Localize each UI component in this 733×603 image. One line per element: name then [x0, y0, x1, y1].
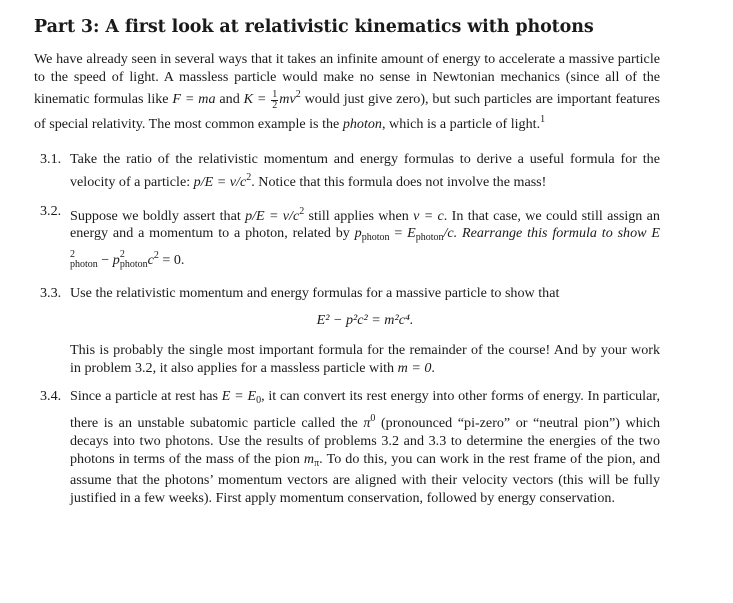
intro-text: We have already seen in several ways that it takes an infinite amount of energy to accelerate a massive particle to the speed of light. A massless particle would make no sense in Newtonian mechanics (since all of the kinematic formulas like [34, 51, 660, 108]
intro-text: , which is a particle of light. [381, 116, 541, 133]
document-page [34, 0, 660, 519]
problem-3-4: 3.4. Since a particle at rest has $E = E_0$, it can convert its rest energy into other forms of energy. In particular, there is an unstable subatomic particle called the $\pi^0$ (pronounced “pi-zero” or “neutral pion”) which decays into two photons. Use the results of problems 3.2 and 3.3 to determine the energies of the two photons in terms of the mass of the pion $m_\pi$. To do this, you can work in the rest frame of the pion, and assume that the photons’ momentum vectors are aligned with their velocity vectors (this will be fully justified in a few weeks). First apply momentum conservation, followed by energy conservation. [40, 388, 661, 506]
rest-energy-eq: E = E [221, 388, 257, 405]
problem-3-3: 3.3. Use the relativistic momentum and energy formulas for a massive particle to show that E² − p²c² = m²c⁴. This is probably the single most important formula for the remainder of the course! And by your work in problem 3.2, it also applies for a massless particle with m = 0. [40, 284, 660, 376]
superscript: 2 [295, 89, 301, 101]
energy-momentum-relation: E² − p²c² = m²c⁴. [316, 312, 414, 329]
photon-energy-symbol: E [407, 225, 416, 242]
massless-condition: m = 0 [397, 359, 432, 376]
problem-number: 3.1. [40, 151, 62, 168]
velocity-formula: p/E = v/c [245, 207, 300, 224]
problem-number: 3.4. [40, 388, 62, 405]
footnote-mark: 1 [540, 114, 546, 126]
problem-number: 3.3. [40, 284, 62, 301]
velocity-formula: p/E = v/c [193, 173, 247, 190]
photon-term: photon [342, 116, 382, 133]
section-heading: Part 3: A first look at relativistic kinematics with photons [34, 17, 594, 37]
problem-number: 3.2. [40, 202, 62, 219]
intro-text: would just give zero), but such particles are important features of special relativity. The most common example is the [34, 91, 660, 133]
newton-eq: F = ma [172, 91, 216, 108]
problem-3-2: 3.2. Suppose we boldly assert that $p/E = v/c^2$ still applies when v = c. In that case, we could still assign an energy and a momentum to a photon, related by $p_{photon} = E_{photon}/c$. Rearrange this formula to show E 2 photon − p 2 photonc$^2$ = 0. [34, 203, 660, 274]
problem-3-1: 3.1. Take the ratio of the relativistic momentum and energy formulas to derive a useful formula for the velocity of a particle: $p/E = v/c^2$. Notice that this formula does not involve the mass! [40, 151, 660, 190]
v-equals-c: v = c [413, 207, 444, 224]
kinetic-eq-lhs: K = [243, 91, 271, 108]
intro-paragraph [34, 51, 660, 134]
intro-text: and [215, 91, 244, 108]
pion-mass-symbol: m [303, 450, 315, 467]
kinetic-eq-rhs: mv [279, 91, 296, 108]
photon-momentum-squared: 2 photon [119, 248, 148, 270]
photon-energy-squared: 2 photon [70, 248, 98, 270]
problem-3-3-followup: This is probably the single most important formula for the remainder of the course! And by your work in problem 3.2, it also applies for a massless particle with m = 0. [70, 342, 660, 376]
photon-momentum-symbol: p [354, 225, 362, 242]
problem-list [34, 151, 660, 508]
half-fraction: $\frac{1}{2}$ [272, 89, 278, 112]
pion-symbol: π [363, 415, 371, 432]
